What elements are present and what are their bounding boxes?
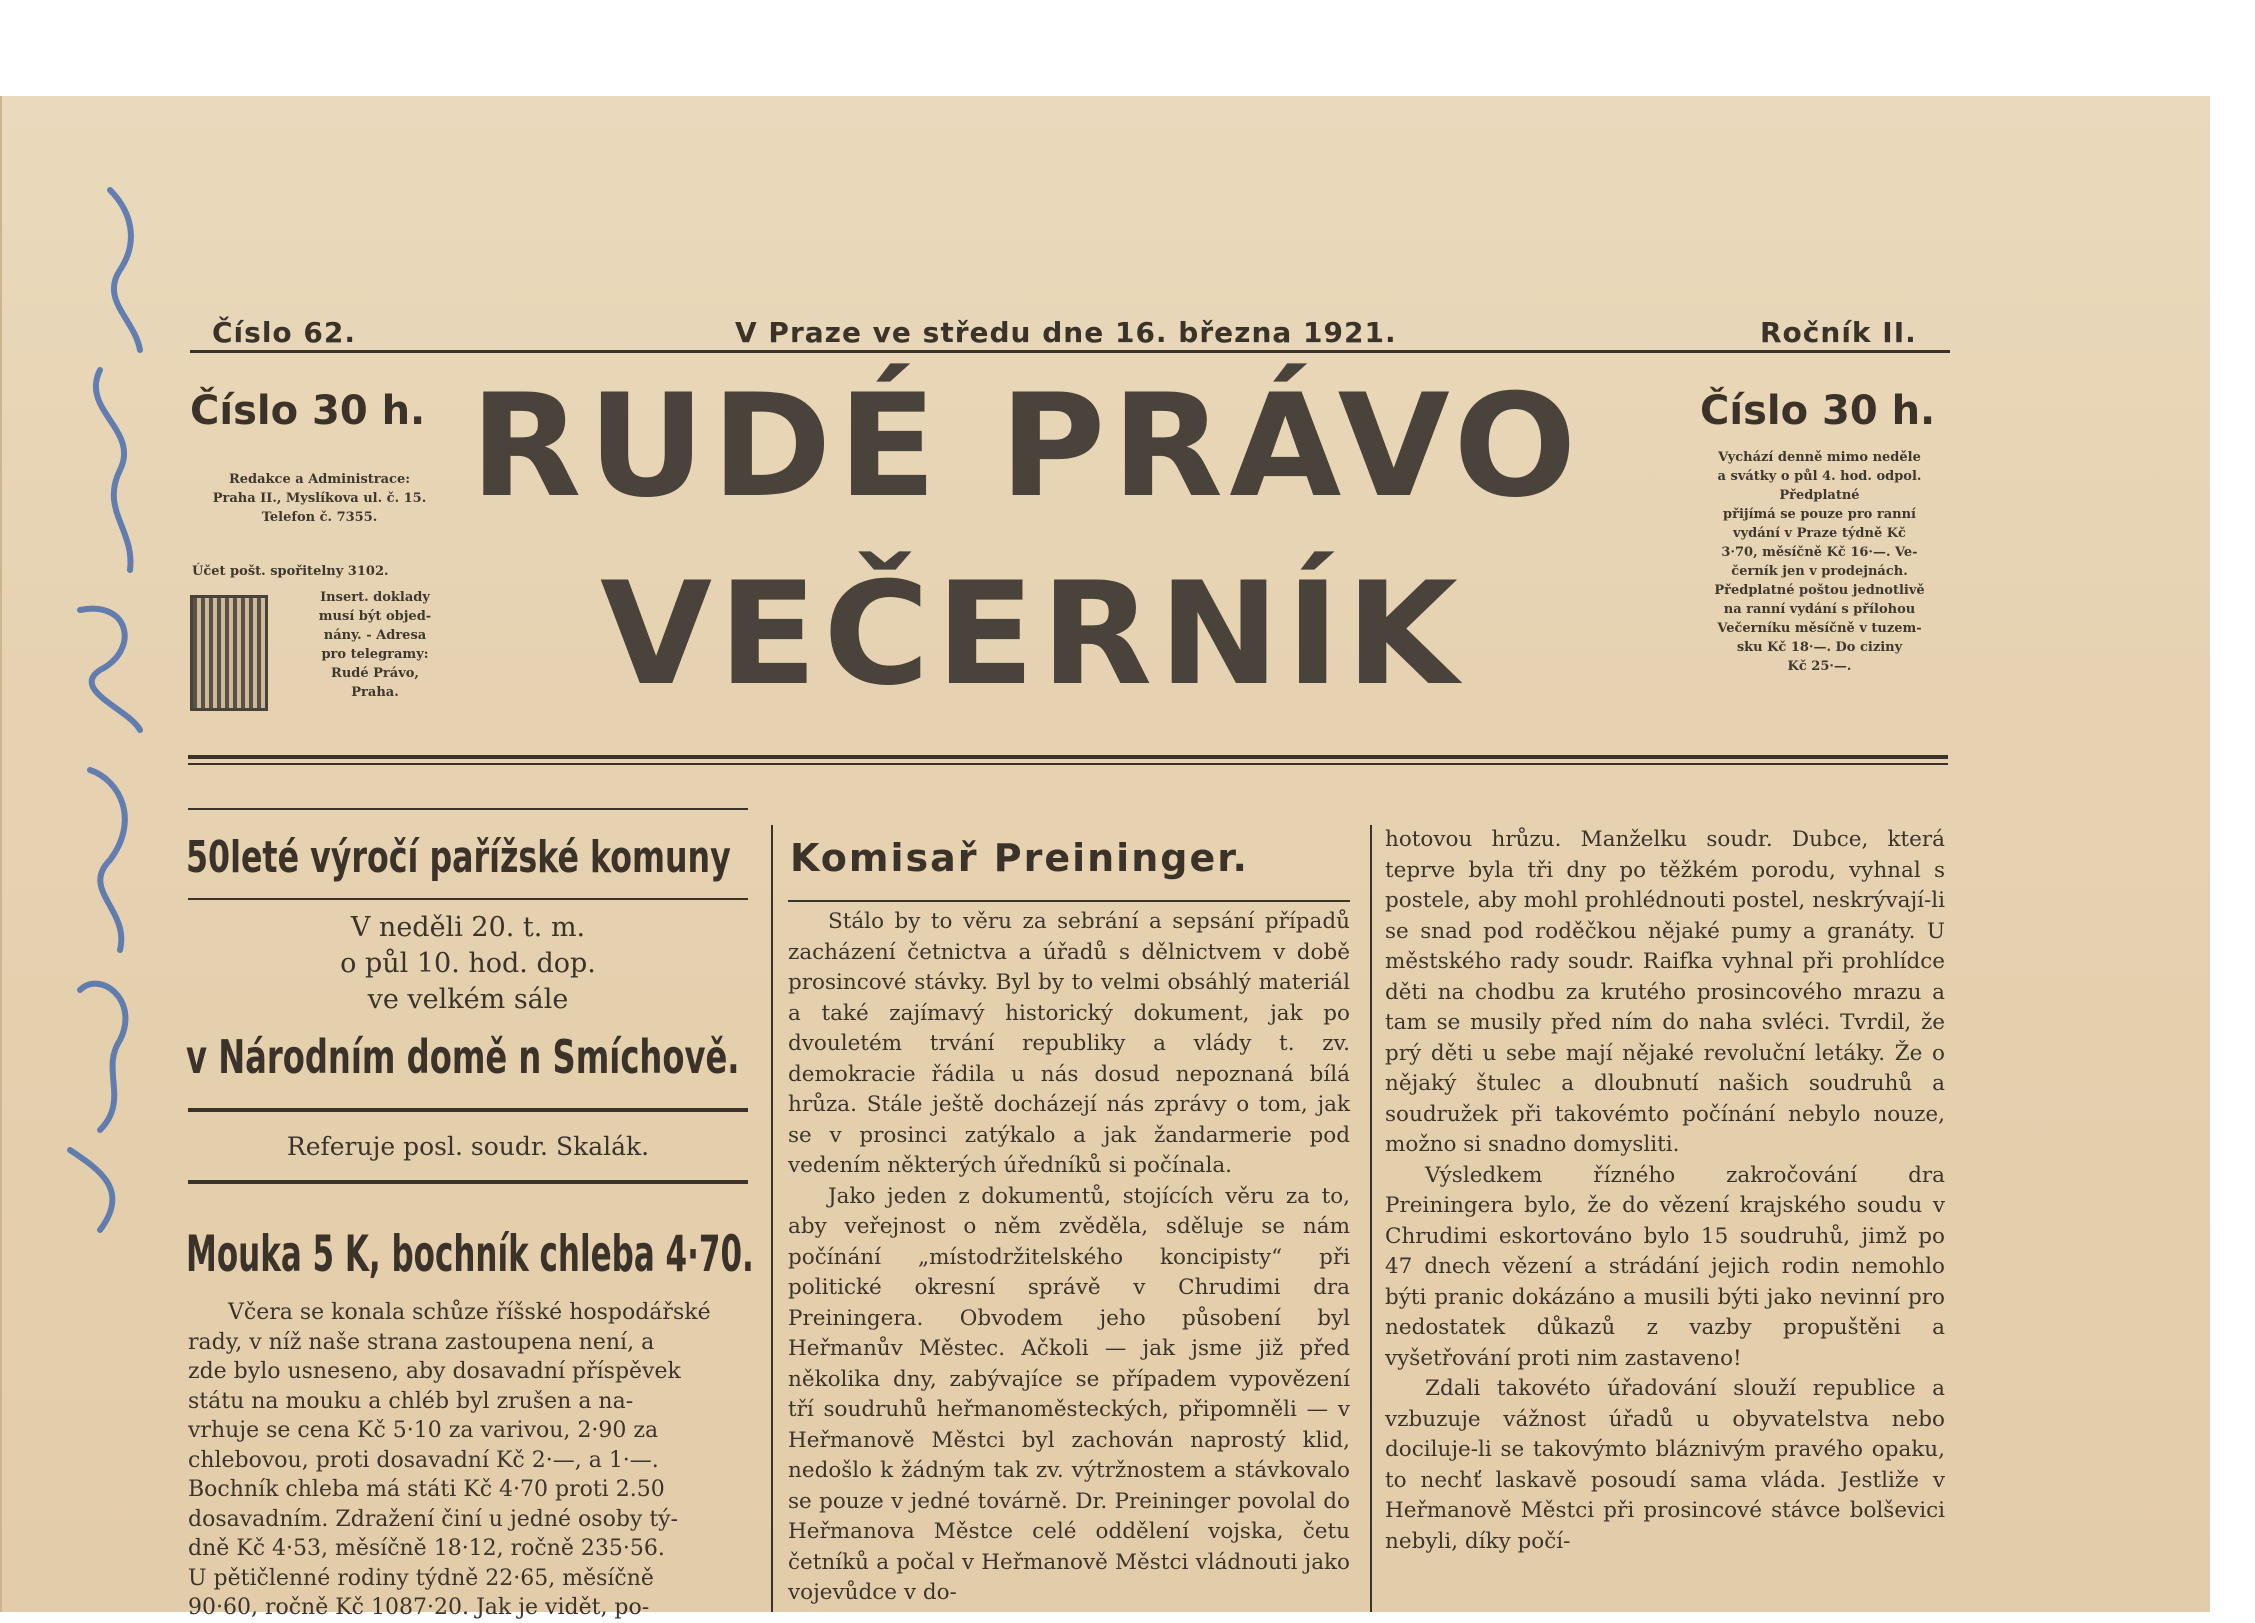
article1-body: Včera se konala schůze říšské hospodářské rady, v níž naše strana zastoupena není, a zde bylo usneseno, aby dosavadní příspěvek státu na mouku a chléb byl zrušen a na- vrhuje se cena Kč 5·10 za varivou, 2·90 za chlebovou, proti dosavadní Kč 2·—, a 1·—. Bochník chleba má státi Kč 4·70 proti 2.50 dosavadním. Zdražení činí u jedné osoby tý- dně Kč 4·53, měsíčně 18·12, ročně 235·56. U pětičlenné rodiny týdně 22·65, měsíčně 90·60, ročně Kč 1087·20. Jak je vidět, po- (188, 1300, 711, 1620)
left-ear-notes: Insert. doklady musí být objed- nány. - Adresa pro telegramy: Rudé Právo, Praha. (318, 590, 432, 700)
issue-number: Číslo 62. (212, 316, 356, 349)
article2-headline: Komisař Preininger. (790, 836, 1249, 880)
left-ear-account: Účet pošt. spořitelny 3102. (192, 564, 389, 579)
article2-rule (788, 900, 1350, 902)
article1-headline: Mouka 5 K, bochník chleba 4·70. (186, 1225, 754, 1283)
announcement-details: V neděli 20. t. m. o půl 10. hod. dop. ve velkém sále (340, 912, 596, 1015)
masthead-title: RUDÉ PRÁVO (470, 364, 1583, 529)
column-divider-1 (771, 825, 773, 1612)
article2-body: Stálo by to věru za sebrání a sepsání případů zacházení četnictva a úřadů s dělnictvem v době prosincové stávky. Byl by to velmi obsáhlý materiál a také zajímavý historický dokument, jak po dvouletém trvání republiky a vlády t. zv. demokracie řádila u nás dosud nepoznaná bílá hrůza. Stále ještě docházejí nás zprávy o tom, jak se v prosinci zatýkalo a jak žandarmerie pod vedením některých úředníků si počínala. Jako jeden z dokumentů, stojících věru za to, aby veřejnost o něm zvěděla, sděluje se nám počínání „místodržitelského koncipisty“ při politické okresní správě v Chrudimi dra Preiningera. Obvodem jeho působení byl Heřmanův Městec. Ačkoli — jak jsme již před několika dny, zabývajíce se případem vypovězení tří soudruhů heřmanoměsteckých, připomněli — v Heřmanově Městci byl zachován naprostý klid, nedošlo k žádným tak zv. výtržnostem a stávkovalo se pouze v jedné továrně. Dr. Preininger povolal do Heřmanova Městce celé oddělení vojska, četu četníků a počal v Heřmanově Městci vládnouti jako vojevůdce v do- (788, 909, 1350, 1605)
announcement-rule-bottom (188, 1180, 748, 1184)
announcement-rule-venue (188, 1108, 748, 1112)
column-divider-2 (1370, 825, 1372, 1612)
volume-number: Ročník II. (1760, 316, 1917, 349)
handwritten-annotation (40, 170, 170, 1260)
announcement-rule-mid (188, 898, 748, 900)
article3-body: hotovou hrůzu. Manželku soudr. Dubce, která teprve byla tři dny po těžkém porodu, vyhnal s postele, aby mohl prohlédnouti postel, neskrývají-li se snad pod roděčkou nějaké pumy a granáty. U městského rady soudr. Raifka vyhnal při prohlídce děti na chodbu za krutého prosincového mrazu a tam se musily před ním do naha svléci. Tvrdil, že prý děti u sebe mají nějaké revoluční letáky. Že o nějaký štulec a dloubnutí našich soudruhů a soudružek při takovémto počínání nebylo nouze, možno si snadno domysliti. Výsledkem řízného zakročování dra Preiningera bylo, že do vězení krajského soudu v Chrudimi eskortováno bylo 15 soudruhů, jimž po 47 dnech vězení a strádání jejich rodin nemohlo býti pranic dokázáno a musili býti jako nevinní pro nedostatek důkazů z vazby propuštěni a vyšetřování proti nim zastaveno! Zdali takovéto úřadování slouží republice a vzbuzuje vážnost úřadů u obyvatelstva nebo dociluje-li se takovýmto bláznivým pravého opaku, to nechť laskavě posoudí sama vláda. Jestliže v Heřmanově Městci při prosincové stávce bolševici nebyli, díky počí- (1385, 827, 1945, 1554)
left-ear-price: Číslo 30 h. (190, 388, 426, 434)
announcement-headline: 50leté výročí pařížské komuny (186, 832, 731, 883)
masthead-subtitle: VEČERNÍK (600, 552, 1465, 717)
left-ear-text: Redakce a Administrace: Praha II., Myslíkova ul. č. 15. Telefon č. 7355. (212, 472, 427, 525)
masthead-rule-top (188, 755, 1948, 759)
announcement-speaker: Referuje posl. soudr. Skalák. (286, 1132, 650, 1161)
header-rule (190, 350, 1950, 353)
masthead-rule-bottom (188, 763, 1948, 765)
right-ear-text: Vychází denně mimo neděle a svátky o půl 4. hod. odpol. Předplatné přijímá se pouze pro ranní vydání v Praze týdně Kč 3·70, měsíčně Kč 16·—. Ve- černík jen v prodejnách. Předplatné poštou jednotlivě na ranní vydání s přílohou Večerníku měsíčně v tuzem- sku Kč 18·—. Do ciziny Kč 25·—. (1714, 450, 1925, 674)
dateline: V Praze ve středu dne 16. března 1921. (735, 316, 1397, 349)
announcement-venue: v Národním domě n Smíchově. (186, 1030, 740, 1084)
announcement-rule-top (188, 808, 748, 810)
right-ear-price: Číslo 30 h. (1700, 388, 1936, 434)
publisher-emblem-icon (190, 595, 268, 711)
